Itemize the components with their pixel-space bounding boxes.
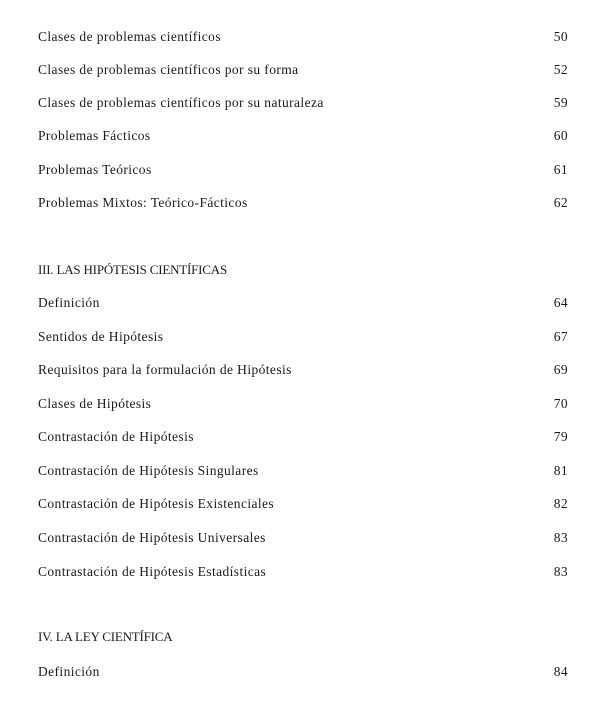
entry-page: 64 (553, 295, 568, 310)
entry-page: 83 (553, 530, 568, 545)
toc-entry (38, 429, 568, 449)
entry-page: 70 (553, 396, 568, 411)
entry-title: Clases de problemas científicos por su naturaleza (38, 95, 324, 110)
toc-entry (38, 530, 568, 550)
entry-page: 60 (553, 128, 568, 143)
toc-entry (38, 463, 568, 483)
entry-title: Problemas Fácticos (38, 128, 151, 143)
entry-title: Problemas Teóricos (38, 162, 152, 177)
entry-title: Requisitos para la formulación de Hipótesis (38, 362, 292, 377)
entry-title: Contrastación de Hipótesis Existenciales (38, 496, 275, 511)
entry-page: 84 (553, 664, 568, 679)
entry-title: Contrastación de Hipótesis Singulares (38, 463, 259, 478)
toc-entry (38, 329, 568, 349)
entry-page: 67 (553, 329, 568, 344)
toc-entry (38, 362, 568, 382)
entry-page: 83 (553, 564, 568, 579)
entry-title: Definición (38, 295, 100, 310)
toc-entry (38, 396, 568, 416)
toc-entry (38, 564, 568, 584)
toc-entry (38, 95, 568, 115)
entry-page: 50 (553, 29, 568, 44)
entry-title: Sentidos de Hipótesis (38, 329, 164, 344)
entry-title: Clases de problemas científicos (38, 29, 221, 44)
entry-page: 52 (553, 62, 568, 77)
toc-entry (38, 62, 568, 82)
toc-entry (38, 496, 568, 516)
entry-title: Clases de Hipótesis (38, 396, 152, 411)
entry-title: Clases de problemas científicos por su forma (38, 62, 299, 77)
toc-entry (38, 128, 568, 148)
entry-title: Definición (38, 664, 100, 679)
section-heading: IV. LA LEY CIENTÍFICA (38, 629, 173, 644)
section-heading: III. LAS HIPÓTESIS CIENTÍFICAS (38, 262, 228, 277)
entry-page: 82 (553, 496, 568, 511)
entry-page: 81 (553, 463, 568, 478)
entry-page: 69 (553, 362, 568, 377)
entry-title: Contrastación de Hipótesis Universales (38, 530, 266, 545)
entry-title: Contrastación de Hipótesis Estadísticas (38, 564, 267, 579)
toc-entry (38, 29, 568, 49)
entry-page: 61 (553, 162, 568, 177)
toc-entry (38, 295, 568, 315)
toc-entry (38, 195, 568, 215)
entry-page: 79 (553, 429, 568, 444)
entry-page: 59 (553, 95, 568, 110)
entry-page: 62 (553, 195, 568, 210)
entry-title: Problemas Mixtos: Teórico-Fácticos (38, 195, 248, 210)
toc-entry (38, 664, 568, 684)
toc-entry (38, 162, 568, 182)
entry-title: Contrastación de Hipótesis (38, 429, 194, 444)
